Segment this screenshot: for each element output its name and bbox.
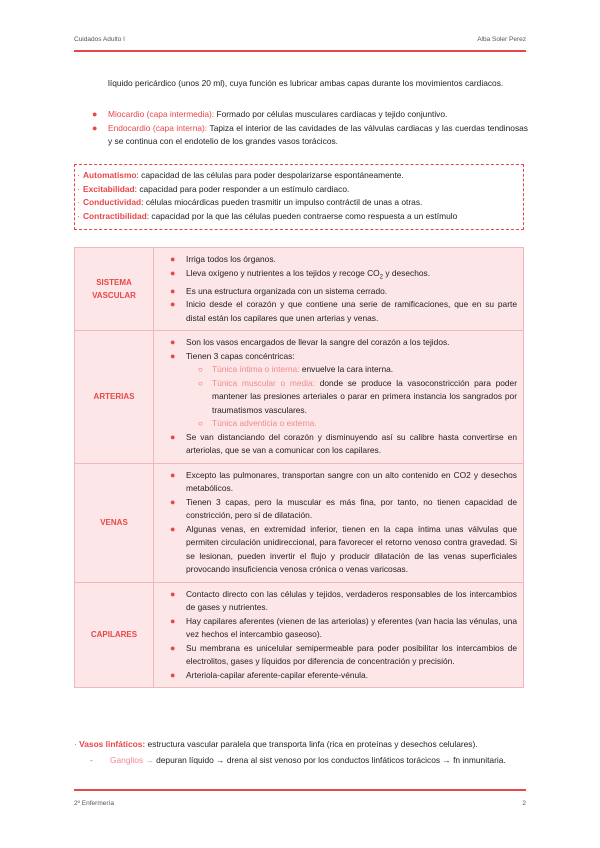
marker-icon: · <box>77 210 80 221</box>
property-contractibilidad: · Contractibilidad: capacidad por la que las células pueden contraerse como respuesta a un estímulo <box>77 210 521 224</box>
row-content <box>154 582 524 688</box>
row-label: SISTEMA VASCULAR <box>75 248 154 331</box>
lymphatic-line: · Vasos linfáticos: estructura vascular paralela que transporta linfa (rica en proteínas y desechos celulares). <box>74 739 478 749</box>
row-label: VENAS <box>75 463 154 582</box>
bullet-icon: ● <box>170 588 176 599</box>
marker-icon: · <box>77 170 80 180</box>
sub-list-item: ○ Túnica íntima o interna: envuelve la cara interna. <box>196 363 517 377</box>
marker-icon: · <box>77 183 80 194</box>
footer-course: 2º Enfermería <box>74 800 114 807</box>
list-item: ● Su membrana es unicelular semipermeable para poder posibilitar los intercambios de electrolitos, gases y líquidos por diferencia de concentración y precisión. <box>170 642 517 667</box>
properties-box <box>74 164 524 230</box>
header-rule <box>74 50 526 52</box>
row-content <box>154 331 524 464</box>
layer-text: Tapiza el interior de las cavidades de las válvulas cardiacas y las cuerdas tendinosas y se continua con el endotelio de los grandes vasos torácicos. <box>108 122 528 146</box>
marker-icon: · <box>77 197 80 208</box>
page-number: 2 <box>522 800 526 807</box>
bullet-icon: ● <box>170 299 176 310</box>
bullet-icon: ● <box>170 267 176 278</box>
list-item: ● Es una estructura organizada con un sistema cerrado. <box>170 285 517 299</box>
ganglios-line: - Ganglios → depuran líquido → drena al sist venoso por los conductos linfáticos torácicos → fn inmunitaria. <box>90 755 506 765</box>
table-row-sistema-vascular <box>75 248 524 331</box>
vascular-system-table <box>74 247 524 688</box>
bullet-icon: ● <box>92 109 98 119</box>
layer-text: Formado por células musculares cardiacas y tejido conjuntivo. <box>214 109 448 119</box>
bullet-icon: ● <box>170 496 176 507</box>
bullet-icon: ● <box>92 122 98 133</box>
bullet-icon: ● <box>170 254 176 264</box>
footer-rule <box>74 789 526 791</box>
circle-bullet-icon: ○ <box>198 419 203 429</box>
row-label: CAPILARES <box>75 582 154 688</box>
layer-item-endocardio <box>92 122 528 149</box>
page-footer <box>74 800 526 807</box>
layer-term: Miocardio (capa intermedia): <box>108 109 215 119</box>
bullet-icon: ● <box>170 642 176 653</box>
bullet-icon: ● <box>170 669 176 680</box>
row-content <box>154 248 524 331</box>
bullet-icon: ● <box>170 615 176 626</box>
circle-bullet-icon: ○ <box>198 378 203 388</box>
lymphatic-section <box>74 737 534 767</box>
list-item: ● Arteriola-capilar aferente-capilar eferente-vénula. <box>170 669 517 683</box>
marker-icon: · <box>74 739 80 749</box>
sub-list-item: ○ Túnica muscular o media: donde se produce la vasoconstricción para poder mantener las presiones arteriales o parar en primera instancia los sangrados por traumatismos vasculares. <box>198 377 517 415</box>
sub-list-item: ○ Túnica adventicia o externa. <box>196 417 517 431</box>
bullet-icon: ● <box>170 523 176 534</box>
row-label: ARTERIAS <box>75 331 154 464</box>
list-item: ● Contacto directo con las células y tejidos, verdaderos responsables de los intercambios de gases y nutrientes. <box>170 588 517 613</box>
intro-paragraph: líquido pericárdico (unos 20 ml), cuya función es lubricar ambas capas durante los movimientos cardiacos. <box>108 78 504 88</box>
list-item: ● Tienen 3 capas concéntricas: ○ Túnica íntima o interna: envuelve la cara interna. ○ Túnica muscular o media: donde se produce la vasoconstricción para poder mantener las presiones arteriales o parar en primera instancia los sangrados por traumatismos vasculares. ○ Túnica adventicia o externa. <box>170 350 517 431</box>
property-automatismo: · Automatismo: capacidad de las células para poder despolarizarse espontáneamente. <box>77 169 521 183</box>
list-item: ● Irriga todos los órganos. <box>170 253 517 267</box>
layer-item-miocardio <box>92 108 528 122</box>
page-header <box>74 36 526 43</box>
table-row-venas <box>75 463 524 582</box>
list-item: ● Hay capilares aferentes (vienen de las arteriolas) y eferentes (van hacia las vénulas, una vez hechos el intercambio gaseoso). <box>170 615 517 640</box>
list-item: ● Algunas venas, en extremidad inferior, tienen en la capa íntima unas válvulas que permiten circulación unidireccional, para favorecer el retorno venoso contra gravedad. Si se lesionan, pueden invertir el flujo y producir dilatación de las venas superficiales provocando insuficiencia venosa crónica o venas varicosas. <box>170 523 517 575</box>
bullet-icon: ● <box>170 337 176 348</box>
table-row-arterias <box>75 331 524 464</box>
table-row-capilares <box>75 582 524 688</box>
circle-bullet-icon: ○ <box>198 365 203 375</box>
bullet-icon: ● <box>170 285 176 296</box>
list-item: ● Inicio desde el corazón y que contiene una serie de ramificaciones, que en su parte distal están los capilares que unen arterias y venas. <box>170 299 517 323</box>
list-item: ● Tienen 3 capas, pero la muscular es más fina, por tanto, no tienen capacidad de constricción, pero sí de dilatación. <box>170 496 517 521</box>
header-subject: Cuidados Adulto I <box>74 36 125 43</box>
bullet-icon: ● <box>170 350 176 361</box>
header-author: Alba Soler Perez <box>477 36 526 43</box>
list-item: ● Son los vasos encargados de llevar la sangre del corazón a los tejidos. <box>170 336 517 350</box>
bullet-icon: ● <box>170 469 176 480</box>
property-conductividad: · Conductividad: células miocárdicas pueden trasmitir un impulso contráctil de unas a otras. <box>77 196 521 210</box>
property-excitabilidad: · Excitabilidad: capacidad para poder responder a un estímulo cardiaco. <box>77 183 521 197</box>
layer-term: Endocardio (capa interna): <box>108 122 208 133</box>
row-content <box>154 463 524 582</box>
heart-layers-list <box>92 108 528 149</box>
bullet-icon: ● <box>170 431 176 442</box>
dash-icon: - <box>90 755 93 765</box>
list-item: ● Excepto las pulmonares, transportan sangre con un alto contenido en CO2 y desechos metabólicos. <box>170 469 517 494</box>
list-item: ● Se van distanciando del corazón y disminuyendo así su calibre hasta convertirse en arteriolas, que se van a comunicar con los capilares. <box>170 431 517 456</box>
list-item: ● Lleva oxígeno y nutrientes a los tejidos y recoge $CO_2$ y desechos. <box>170 267 431 281</box>
